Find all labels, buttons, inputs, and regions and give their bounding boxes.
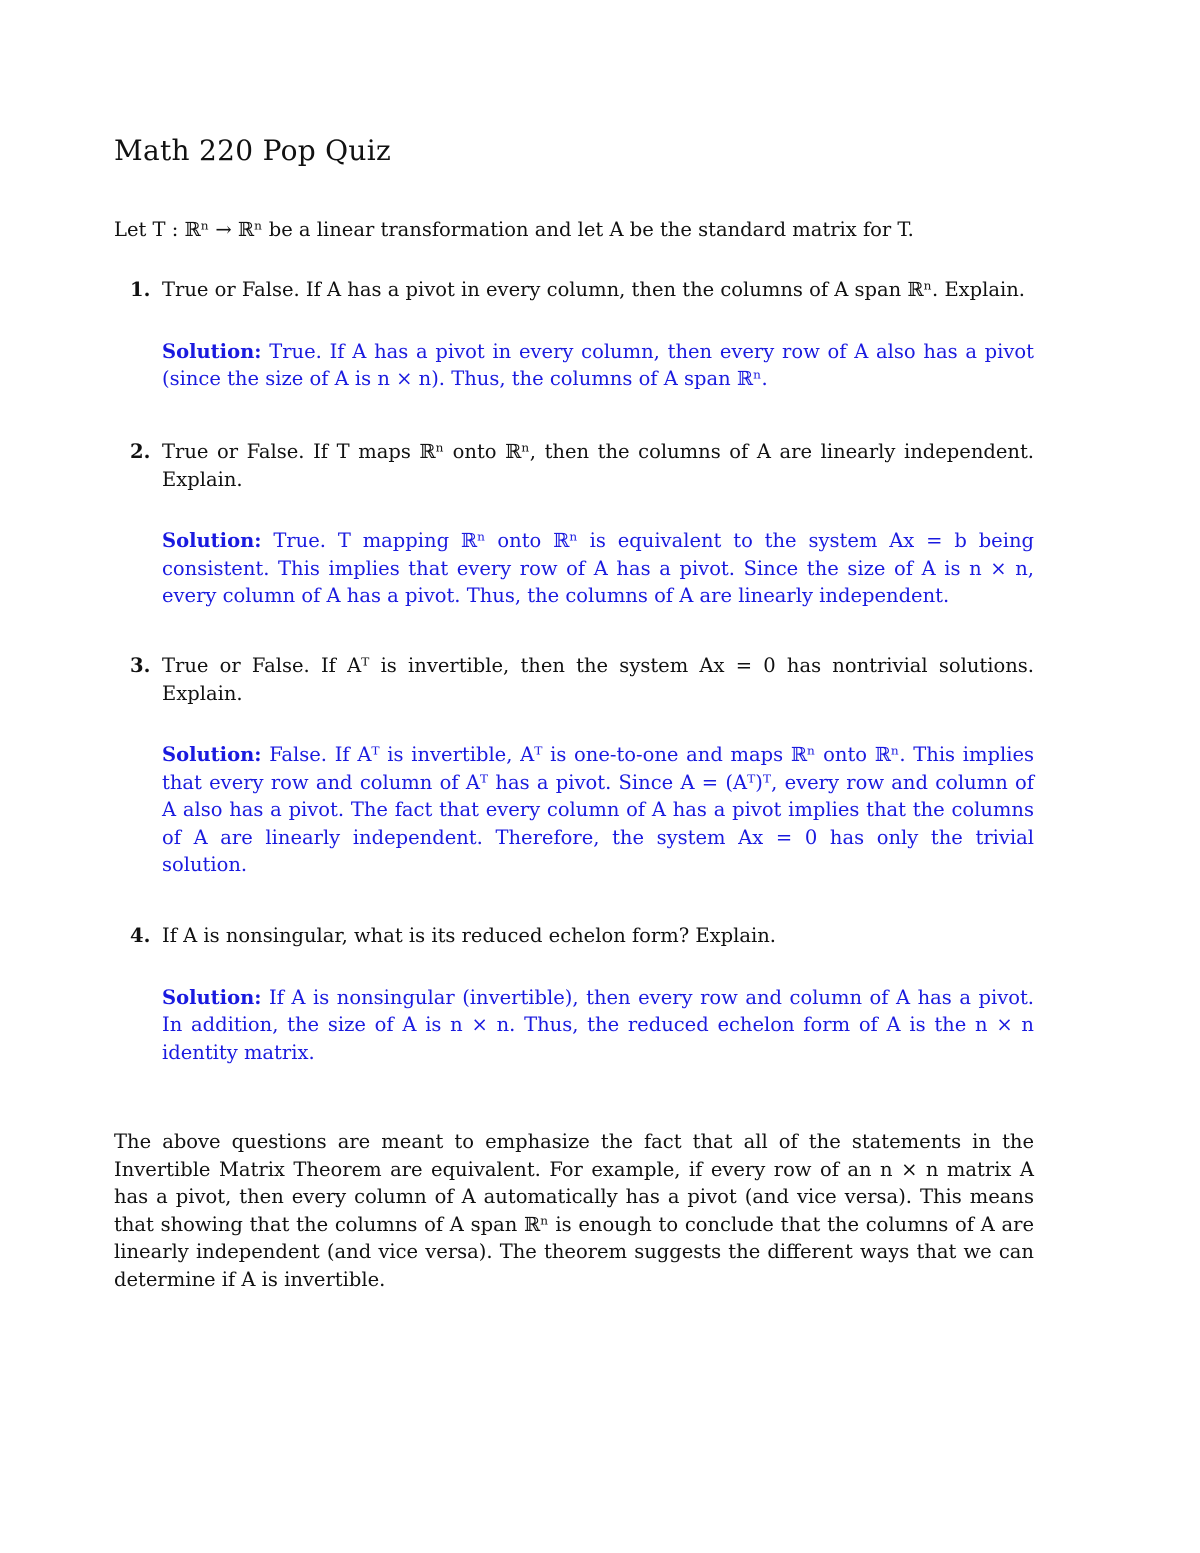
solution-label: Solution: bbox=[162, 529, 262, 552]
solution-label: Solution: bbox=[162, 985, 262, 1009]
solution-label: Solution: bbox=[162, 743, 262, 766]
closing-paragraph: The above questions are meant to emphasize the fact that all of the statements in the Invertible Matrix Theorem are equivalent. For example, if every row of an n × n matrix A has a pivot, then every column of A automatically has a pivot (and vice versa). This means that showing that the columns of A span ℝⁿ is enough to conclude that the columns of A are linearly independent (and vice versa). The theorem suggests the different ways that we can determine if A is invertible. bbox=[114, 1130, 1034, 1291]
solution-block bbox=[162, 338, 1034, 393]
solution-block bbox=[162, 741, 1034, 879]
question-text: If A is nonsingular, what is its reduced echelon form? Explain. bbox=[162, 924, 776, 947]
question-text: True or False. If A has a pivot in every column, then the columns of A span ℝⁿ. Explain. bbox=[162, 278, 1026, 301]
intro-paragraph: Let T : ℝⁿ → ℝⁿ be a linear transformation and let A be the standard matrix for T. bbox=[114, 218, 914, 241]
solution-block bbox=[162, 984, 1034, 1067]
question-number: 1. bbox=[130, 278, 151, 301]
question-number: 2. bbox=[130, 440, 151, 463]
question-number: 4. bbox=[130, 924, 151, 947]
solution-text: False. If Aᵀ is invertible, Aᵀ is one-to-one and maps ℝⁿ onto ℝⁿ. This implies that every row and column of Aᵀ has a pivot. Since A = (Aᵀ)ᵀ, every row and column of A also has a pivot. The fact that every column of A has a pivot implies that the columns of A are linearly independent. Therefore, the system Ax = 0 has only the trivial solution. bbox=[162, 743, 1034, 876]
question-text: True or False. If T maps ℝⁿ onto ℝⁿ, then the columns of A are linearly independent. Explain. bbox=[162, 440, 1034, 491]
solution-text: True. T mapping ℝⁿ onto ℝⁿ is equivalent to the system Ax = b being consistent. This implies that every row of A has a pivot. Since the size of A is n × n, every column of A has a pivot. Thus, the columns of A are linearly independent. bbox=[162, 529, 1034, 607]
solution-block bbox=[162, 527, 1034, 610]
question-3 bbox=[114, 652, 1034, 879]
page-title: Math 220 Pop Quiz bbox=[114, 134, 392, 167]
question-4 bbox=[114, 922, 1034, 1066]
question-text: True or False. If Aᵀ is invertible, then the system Ax = 0 has nontrivial solutions. Explain. bbox=[162, 654, 1034, 705]
solution-text: True. If A has a pivot in every column, then every row of A also has a pivot (since the size of A is n × n). Thus, the columns of A span ℝⁿ. bbox=[162, 339, 1034, 390]
question-1 bbox=[114, 276, 1034, 393]
solution-text: If A is nonsingular (invertible), then every row and column of A has a pivot. In addition, the size of A is n × n. Thus, the reduced echelon form of A is the n × n identity matrix. bbox=[162, 985, 1034, 1064]
solution-label: Solution: bbox=[162, 339, 262, 363]
question-number: 3. bbox=[130, 654, 151, 677]
question-2 bbox=[114, 438, 1034, 610]
